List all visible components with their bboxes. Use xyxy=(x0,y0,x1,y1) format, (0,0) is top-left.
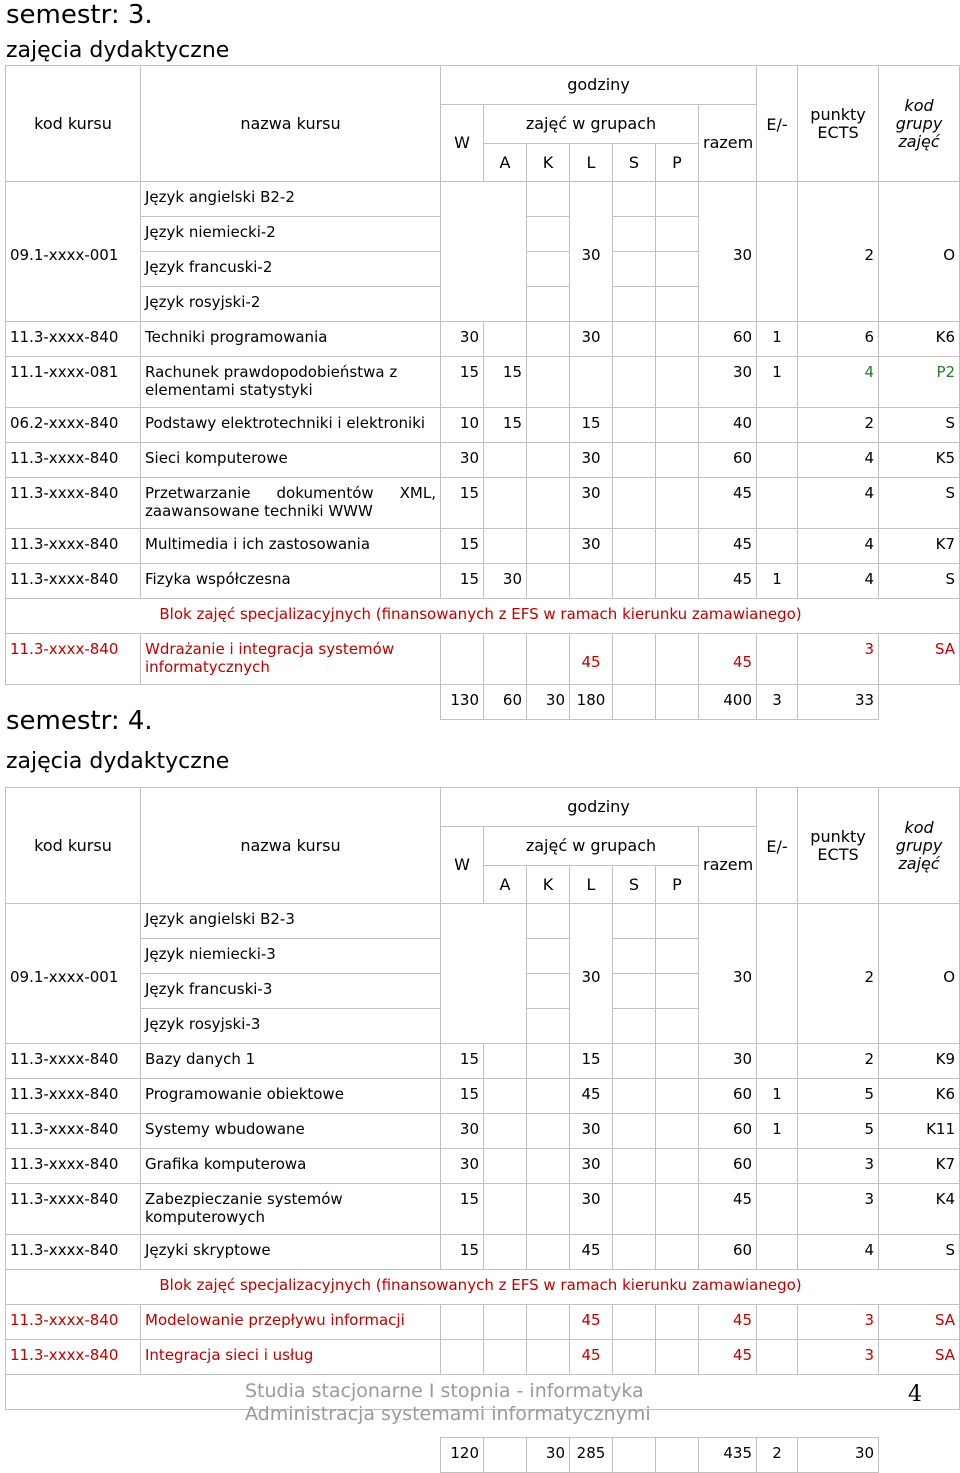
exam-flag: 1 xyxy=(757,1079,798,1114)
total-a: 60 xyxy=(484,685,527,720)
course-name: Przetwarzanie dokumentów XML, zaawansowane techniki WWW xyxy=(141,478,441,529)
group-code: K7 xyxy=(879,529,960,564)
hours-total: 45 xyxy=(699,1305,757,1340)
table-row xyxy=(6,357,960,408)
hours-l: 45 xyxy=(570,1305,613,1340)
table-row xyxy=(6,1340,960,1375)
header-p: P xyxy=(656,144,699,182)
ects: 2 xyxy=(798,1044,879,1079)
hours-total: 60 xyxy=(699,1114,757,1149)
hours-w: 15 xyxy=(441,1235,484,1270)
header-l: L xyxy=(570,144,613,182)
hours-w: 15 xyxy=(441,357,484,408)
hours-w: 15 xyxy=(441,564,484,599)
semester-3-subtitle: zajęcia dydaktyczne xyxy=(6,38,230,63)
total-hours: 400 xyxy=(699,685,757,720)
hours-w: 15 xyxy=(441,1044,484,1079)
hours-l: 45 xyxy=(570,1079,613,1114)
exam-flag: 1 xyxy=(757,357,798,408)
hours-l: 45 xyxy=(570,634,613,685)
header-k: K xyxy=(527,866,570,904)
hours-total: 45 xyxy=(699,1340,757,1375)
hours-total: 30 xyxy=(699,1044,757,1079)
course-code: 09.1-xxxx-001 xyxy=(6,904,141,1044)
header-godziny: godziny xyxy=(441,788,757,827)
total-l: 180 xyxy=(570,685,613,720)
header-nazwa-kursu: nazwa kursu xyxy=(141,788,441,904)
group-code: S xyxy=(879,408,960,443)
hours-total: 60 xyxy=(699,1079,757,1114)
specialization-block-row xyxy=(6,1270,960,1305)
ects: 2 xyxy=(798,182,879,322)
header-nazwa-kursu: nazwa kursu xyxy=(141,66,441,182)
course-name: Język francuski-2 xyxy=(141,252,441,287)
course-code: 06.2-xxxx-840 xyxy=(6,408,141,443)
header-s: S xyxy=(613,144,656,182)
totals-row xyxy=(6,1438,960,1473)
table-row xyxy=(6,1184,960,1235)
header-a: A xyxy=(484,866,527,904)
group-code: SA xyxy=(879,634,960,685)
course-name: Sieci komputerowe xyxy=(141,443,441,478)
hours-total: 60 xyxy=(699,1149,757,1184)
course-name: Język angielski B2-3 xyxy=(141,904,441,939)
hours-l: 30 xyxy=(570,322,613,357)
course-code: 11.3-xxxx-840 xyxy=(6,1079,141,1114)
hours-a: 15 xyxy=(484,357,527,408)
hours-total: 40 xyxy=(699,408,757,443)
hours-l: 15 xyxy=(570,1044,613,1079)
ects: 4 xyxy=(798,478,879,529)
group-code: K7 xyxy=(879,1149,960,1184)
ects: 4 xyxy=(798,443,879,478)
header-ects: punkty ECTS xyxy=(798,66,879,182)
course-code: 11.3-xxxx-840 xyxy=(6,564,141,599)
header-grupy: zajęć w grupach xyxy=(484,827,699,866)
total-k: 30 xyxy=(527,1438,570,1473)
header-e: E/- xyxy=(757,66,798,182)
hours-w: 30 xyxy=(441,1114,484,1149)
semester-4-title: semestr: 4. xyxy=(6,706,153,736)
hours-w: 30 xyxy=(441,322,484,357)
hours-l: 30 xyxy=(570,1114,613,1149)
hours-l: 45 xyxy=(570,1340,613,1375)
header-kod-kursu: kod kursu xyxy=(6,66,141,182)
course-name: Podstawy elektrotechniki i elektroniki xyxy=(141,408,441,443)
ects: 6 xyxy=(798,322,879,357)
ects: 5 xyxy=(798,1114,879,1149)
header-l: L xyxy=(570,866,613,904)
header-p: P xyxy=(656,866,699,904)
ects: 3 xyxy=(798,1184,879,1235)
table-row xyxy=(6,634,960,685)
header-a: A xyxy=(484,144,527,182)
table-row xyxy=(6,408,960,443)
course-name: Język niemiecki-2 xyxy=(141,217,441,252)
course-name: Język rosyjski-2 xyxy=(141,287,441,322)
hours-l: 30 xyxy=(570,182,613,322)
ects: 2 xyxy=(798,904,879,1044)
exam-flag: 1 xyxy=(757,564,798,599)
group-code: K6 xyxy=(879,1079,960,1114)
course-code: 11.3-xxxx-840 xyxy=(6,322,141,357)
ects: 4 xyxy=(798,357,879,408)
hours-w: 15 xyxy=(441,478,484,529)
course-code: 09.1-xxxx-001 xyxy=(6,182,141,322)
hours-l: 30 xyxy=(570,1184,613,1235)
course-code: 11.3-xxxx-840 xyxy=(6,443,141,478)
table-row xyxy=(6,904,960,939)
group-code: O xyxy=(879,904,960,1044)
table-row xyxy=(6,1079,960,1114)
group-code: O xyxy=(879,182,960,322)
hours-l: 45 xyxy=(570,1235,613,1270)
group-code: K6 xyxy=(879,322,960,357)
course-code: 11.3-xxxx-840 xyxy=(6,1044,141,1079)
hours-l: 30 xyxy=(570,443,613,478)
semester-4-header xyxy=(6,788,960,904)
course-name: Bazy danych 1 xyxy=(141,1044,441,1079)
total-w: 120 xyxy=(441,1438,484,1473)
semester-4-subtitle: zajęcia dydaktyczne xyxy=(6,749,230,774)
course-code: 11.3-xxxx-840 xyxy=(6,529,141,564)
course-name: Język francuski-3 xyxy=(141,974,441,1009)
total-exams: 3 xyxy=(757,685,798,720)
header-godziny: godziny xyxy=(441,66,757,105)
course-name: Język niemiecki-3 xyxy=(141,939,441,974)
hours-a: 30 xyxy=(484,564,527,599)
course-name: Języki skryptowe xyxy=(141,1235,441,1270)
group-code: SA xyxy=(879,1305,960,1340)
hours-l: 30 xyxy=(570,478,613,529)
group-code: S xyxy=(879,478,960,529)
header-razem: razem xyxy=(699,105,757,182)
table-row xyxy=(6,478,960,529)
group-code: K11 xyxy=(879,1114,960,1149)
hours-total: 30 xyxy=(699,904,757,1044)
table-row xyxy=(6,1235,960,1270)
ects: 4 xyxy=(798,564,879,599)
total-l: 285 xyxy=(570,1438,613,1473)
course-name: Integracja sieci i usług xyxy=(141,1340,441,1375)
course-code: 11.3-xxxx-840 xyxy=(6,1149,141,1184)
semester-4-table xyxy=(5,787,960,1473)
hours-total: 45 xyxy=(699,478,757,529)
hours-l: 30 xyxy=(570,904,613,1044)
course-name: Multimedia i ich zastosowania xyxy=(141,529,441,564)
course-code: 11.3-xxxx-840 xyxy=(6,1305,141,1340)
total-k: 30 xyxy=(527,685,570,720)
table-row xyxy=(6,564,960,599)
semester-3-header xyxy=(6,66,960,182)
course-name: Wdrażanie i integracja systemów informatycznych xyxy=(141,634,441,685)
semester-3-title: semestr: 3. xyxy=(6,0,153,30)
exam-flag: 1 xyxy=(757,1114,798,1149)
total-w: 130 xyxy=(441,685,484,720)
page-number: 4 xyxy=(908,1382,922,1407)
semester-3-table xyxy=(5,65,960,720)
hours-total: 45 xyxy=(699,564,757,599)
hours-total: 30 xyxy=(699,182,757,322)
course-name: Język rosyjski-3 xyxy=(141,1009,441,1044)
specialization-block-title: Blok zajęć specjalizacyjnych (finansowanych z EFS w ramach kierunku zamawianego) xyxy=(6,1270,960,1305)
header-ects: punkty ECTS xyxy=(798,788,879,904)
hours-total: 60 xyxy=(699,443,757,478)
ects: 4 xyxy=(798,529,879,564)
hours-w: 30 xyxy=(441,443,484,478)
course-name: Programowanie obiektowe xyxy=(141,1079,441,1114)
table-row xyxy=(6,443,960,478)
hours-total: 30 xyxy=(699,357,757,408)
hours-l: 15 xyxy=(570,408,613,443)
header-kod-grupy: kod grupy zajęć xyxy=(879,788,960,904)
ects: 3 xyxy=(798,1305,879,1340)
header-kod-kursu: kod kursu xyxy=(6,788,141,904)
specialization-block-row xyxy=(6,599,960,634)
ects: 3 xyxy=(798,1149,879,1184)
course-code: 11.1-xxxx-081 xyxy=(6,357,141,408)
hours-w: 15 xyxy=(441,529,484,564)
hours-w: 15 xyxy=(441,1184,484,1235)
ects: 4 xyxy=(798,1235,879,1270)
course-code: 11.3-xxxx-840 xyxy=(6,1340,141,1375)
table-row xyxy=(6,1114,960,1149)
hours-l: 30 xyxy=(570,529,613,564)
hours-total: 60 xyxy=(699,322,757,357)
ects: 2 xyxy=(798,408,879,443)
course-code: 11.3-xxxx-840 xyxy=(6,478,141,529)
course-name: Techniki programowania xyxy=(141,322,441,357)
hours-l: 30 xyxy=(570,1149,613,1184)
header-grupy: zajęć w grupach xyxy=(484,105,699,144)
course-code: 11.3-xxxx-840 xyxy=(6,1235,141,1270)
header-s: S xyxy=(613,866,656,904)
course-code: 11.3-xxxx-840 xyxy=(6,1114,141,1149)
table-row xyxy=(6,1044,960,1079)
hours-total: 45 xyxy=(699,634,757,685)
course-name: Modelowanie przepływu informacji xyxy=(141,1305,441,1340)
group-code: S xyxy=(879,1235,960,1270)
group-code: S xyxy=(879,564,960,599)
ects: 3 xyxy=(798,1340,879,1375)
header-w: W xyxy=(441,827,484,904)
exam-flag: 1 xyxy=(757,322,798,357)
course-name: Zabezpieczanie systemów komputerowych xyxy=(141,1184,441,1235)
ects: 5 xyxy=(798,1079,879,1114)
ects: 3 xyxy=(798,634,879,685)
header-razem: razem xyxy=(699,827,757,904)
course-name: Systemy wbudowane xyxy=(141,1114,441,1149)
hours-total: 45 xyxy=(699,1184,757,1235)
course-name: Grafika komputerowa xyxy=(141,1149,441,1184)
course-name: Język angielski B2-2 xyxy=(141,182,441,217)
header-k: K xyxy=(527,144,570,182)
group-code: K9 xyxy=(879,1044,960,1079)
specialization-block-title: Blok zajęć specjalizacyjnych (finansowanych z EFS w ramach kierunku zamawianego) xyxy=(6,599,960,634)
group-code: SA xyxy=(879,1340,960,1375)
table-row xyxy=(6,1305,960,1340)
total-hours: 435 xyxy=(699,1438,757,1473)
hours-w: 30 xyxy=(441,1149,484,1184)
group-code: P2 xyxy=(879,357,960,408)
course-code: 11.3-xxxx-840 xyxy=(6,1184,141,1235)
footer-line-2: Administracja systemami informatycznymi xyxy=(245,1403,651,1425)
header-e: E/- xyxy=(757,788,798,904)
total-ects: 33 xyxy=(798,685,879,720)
course-code: 11.3-xxxx-840 xyxy=(6,634,141,685)
group-code: K4 xyxy=(879,1184,960,1235)
hours-w: 10 xyxy=(441,408,484,443)
total-ects: 30 xyxy=(798,1438,879,1473)
header-w: W xyxy=(441,105,484,182)
table-row xyxy=(6,1149,960,1184)
hours-w: 15 xyxy=(441,1079,484,1114)
header-kod-grupy: kod grupy zajęć xyxy=(879,66,960,182)
hours-total: 45 xyxy=(699,529,757,564)
group-code: K5 xyxy=(879,443,960,478)
footer-line-1: Studia stacjonarne I stopnia - informatyka xyxy=(245,1380,644,1402)
table-row xyxy=(6,322,960,357)
table-row xyxy=(6,529,960,564)
course-name: Fizyka współczesna xyxy=(141,564,441,599)
course-name: Rachunek prawdopodobieństwa z elementami statystyki xyxy=(141,357,441,408)
hours-a: 15 xyxy=(484,408,527,443)
hours-total: 60 xyxy=(699,1235,757,1270)
table-row xyxy=(6,182,960,217)
total-exams: 2 xyxy=(757,1438,798,1473)
